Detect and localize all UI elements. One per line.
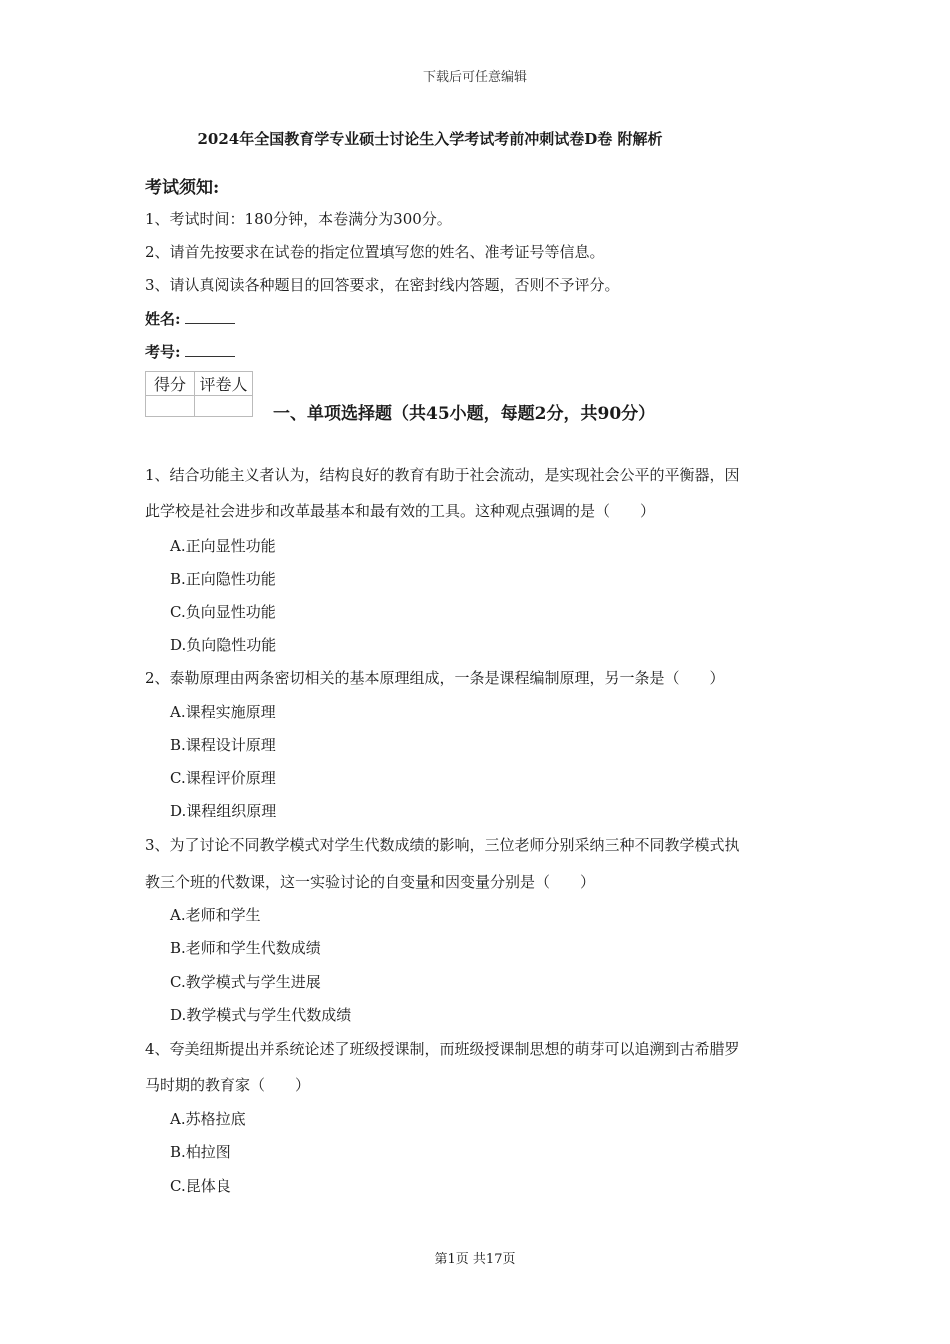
name-label: 姓名: <box>145 310 181 328</box>
id-label: 考号: <box>145 343 181 361</box>
option-item: D.课程组织原理 <box>170 802 277 820</box>
question-text: 马时期的教育家（ ） <box>145 1076 311 1094</box>
option-item: B.正向隐性功能 <box>170 570 276 588</box>
option-item: B.课程设计原理 <box>170 736 276 754</box>
option-item: D.教学模式与学生代数成绩 <box>170 1006 352 1024</box>
question-text: 4、夸美纽斯提出并系统论述了班级授课制，而班级授课制思想的萌芽可以追溯到古希腊罗 <box>145 1040 740 1058</box>
notice-heading: 考试须知: <box>145 178 220 198</box>
question-text: 1、结合功能主义者认为，结构良好的教育有助于社会流动，是实现社会公平的平衡器，因 <box>145 466 740 484</box>
name-blank[interactable] <box>185 311 235 324</box>
header-note: 下载后可任意编辑 <box>422 70 527 85</box>
option-item: C.教学模式与学生进展 <box>170 973 321 991</box>
notice-item: 1、考试时间：180分钟，本卷满分为300分。 <box>145 210 452 228</box>
option-item: D.负向隐性功能 <box>170 636 277 654</box>
document-title: 2024年全国教育学专业硕士讨论生入学考试考前冲刺试卷D卷 附解析 <box>197 130 663 148</box>
question-text: 此学校是社会进步和改革最基本和最有效的工具。这种观点强调的是（ ） <box>145 502 656 520</box>
score-table <box>145 371 253 417</box>
id-blank[interactable] <box>185 344 235 357</box>
question-text: 3、为了讨论不同教学模式对学生代数成绩的影响，三位老师分别采纳三种不同教学模式执 <box>145 836 740 854</box>
option-item: C.负向显性功能 <box>170 603 276 621</box>
option-item: B.柏拉图 <box>170 1143 231 1161</box>
page-footer: 第1页 共17页 <box>434 1252 516 1267</box>
id-field <box>145 341 235 362</box>
question-text: 2、泰勒原理由两条密切相关的基本原理组成，一条是课程编制原理，另一条是（ ） <box>145 669 725 687</box>
name-field <box>145 308 235 329</box>
notice-item: 2、请首先按要求在试卷的指定位置填写您的姓名、准考证号等信息。 <box>145 243 605 261</box>
option-item: A.苏格拉底 <box>170 1110 246 1128</box>
option-item: A.老师和学生 <box>170 906 261 924</box>
option-item: C.昆体良 <box>170 1177 231 1195</box>
grader-cell <box>195 396 253 417</box>
question-text: 教三个班的代数课，这一实验讨论的自变量和因变量分别是（ ） <box>145 873 596 891</box>
option-item: B.老师和学生代数成绩 <box>170 939 321 957</box>
option-item: A.正向显性功能 <box>170 537 276 555</box>
option-item: A.课程实施原理 <box>170 703 276 721</box>
grader-header: 评卷人 <box>195 372 253 396</box>
score-header: 得分 <box>146 372 195 396</box>
notice-item: 3、请认真阅读各种题目的回答要求，在密封线内答题，否则不予评分。 <box>145 276 620 294</box>
part-title: 一、单项选择题（共45小题，每题2分，共90分） <box>273 404 656 424</box>
score-cell <box>146 396 195 417</box>
option-item: C.课程评价原理 <box>170 769 276 787</box>
